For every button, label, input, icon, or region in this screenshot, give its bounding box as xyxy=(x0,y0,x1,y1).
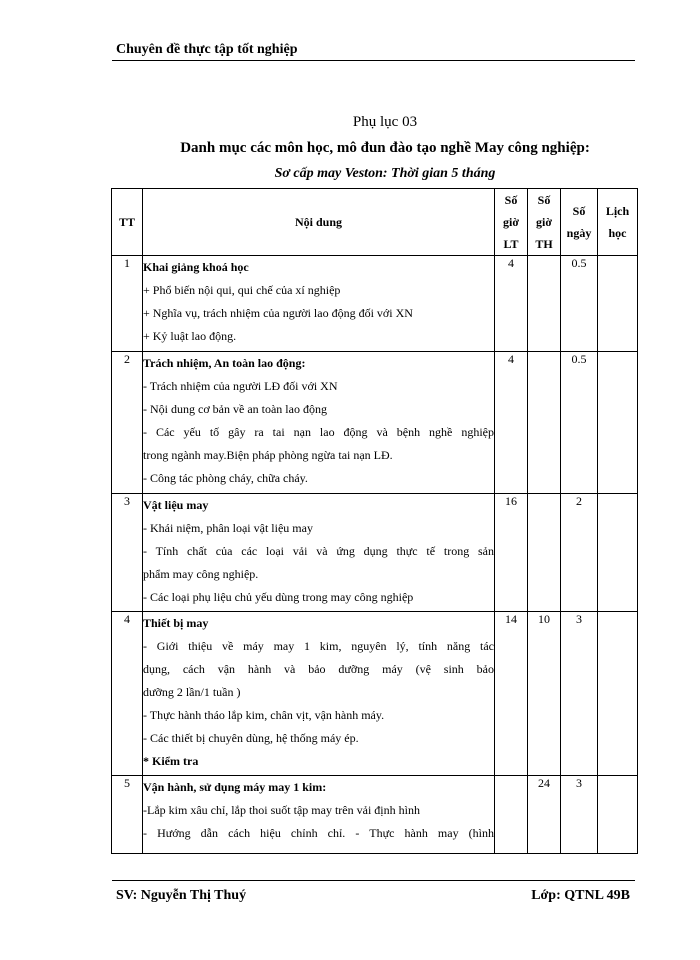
row-line: - Nội dung cơ bản về an toàn lao động xyxy=(143,402,327,416)
header-th-line: giờ xyxy=(536,215,552,229)
row-line: + Phổ biến nội qui, qui chế của xí nghiệp xyxy=(143,283,341,297)
row-lt-hours: 4 xyxy=(495,352,528,494)
row-content xyxy=(143,494,495,612)
row-th-hours xyxy=(528,256,561,352)
row-line: phẩm may công nghiệp. xyxy=(143,567,259,581)
header-th xyxy=(528,189,561,256)
header-th-line: TH xyxy=(535,237,553,251)
footer-class: Lớp: QTNL 49B xyxy=(531,888,630,903)
footer-student: SV: Nguyễn Thị Thuý xyxy=(116,888,247,903)
row-line: - Thực hành tháo lắp kim, chân vịt, vận hành máy. xyxy=(143,708,385,722)
row-number: 2 xyxy=(112,352,143,494)
row-line: trong ngành may.Biện pháp phòng ngừa tai nạn LĐ. xyxy=(143,448,393,462)
row-th-hours: 10 xyxy=(528,612,561,776)
row-schedule xyxy=(598,256,638,352)
row-line: * Kiểm tra xyxy=(143,754,199,768)
row-line: - Khái niệm, phân loại vật liệu may xyxy=(143,521,313,535)
row-days: 2 xyxy=(561,494,598,612)
row-number: 1 xyxy=(112,256,143,352)
table-header-row xyxy=(112,189,638,256)
footer-divider xyxy=(112,880,635,881)
row-number: 5 xyxy=(112,776,143,854)
row-line: + Kỷ luật lao động. xyxy=(143,329,237,343)
row-line: - Trách nhiệm của người LĐ đối với XN xyxy=(143,379,338,393)
row-number: 3 xyxy=(112,494,143,612)
table-row xyxy=(112,776,638,854)
row-line: - Giới thiệu về máy may 1 kim, nguyên lý, tính năng tác xyxy=(143,639,494,653)
row-days: 3 xyxy=(561,776,598,854)
row-lt-hours: 14 xyxy=(495,612,528,776)
row-schedule xyxy=(598,352,638,494)
header-tt: TT xyxy=(112,189,143,256)
header-content: Nội dung xyxy=(143,189,495,256)
table-row xyxy=(112,612,638,776)
row-schedule xyxy=(598,776,638,854)
header-th-line: Số xyxy=(537,193,551,207)
header-schedule-line: Lịch xyxy=(605,204,630,218)
document-subtitle: Sơ cấp may Veston: Thời gian 5 tháng xyxy=(274,166,496,181)
header-schedule-line: học xyxy=(608,226,627,240)
table-row xyxy=(112,256,638,352)
row-th-hours: 24 xyxy=(528,776,561,854)
row-content xyxy=(143,612,495,776)
table-row xyxy=(112,352,638,494)
header-schedule xyxy=(598,189,638,256)
header-lt xyxy=(495,189,528,256)
row-days: 0.5 xyxy=(561,256,598,352)
row-lt-hours: 4 xyxy=(495,256,528,352)
row-schedule xyxy=(598,494,638,612)
row-line: - Công tác phòng cháy, chữa cháy. xyxy=(143,471,308,485)
row-line: - Các thiết bị chuyên dùng, hệ thống máy ép. xyxy=(143,731,359,745)
row-line: dưỡng 2 lần/1 tuần ) xyxy=(143,685,241,699)
curriculum-table xyxy=(111,188,638,854)
row-line: - Các loại phụ liệu chủ yếu dùng trong may công nghiệp xyxy=(143,590,414,604)
row-line: - Tính chất của các loại vải và ứng dụng thực tế trong sản xyxy=(143,544,494,558)
row-lt-hours: 16 xyxy=(495,494,528,612)
row-days: 3 xyxy=(561,612,598,776)
row-line: - Các yếu tố gây ra tai nạn lao động và bệnh nghề nghiệp xyxy=(143,425,494,439)
row-heading: Thiết bị may xyxy=(143,616,209,630)
row-line: - Hướng dẫn cách hiệu chỉnh chỉ. - Thực hành may (hình xyxy=(143,826,494,840)
appendix-label: Phụ lục 03 xyxy=(352,114,418,130)
row-th-hours xyxy=(528,352,561,494)
row-content xyxy=(143,352,495,494)
table-row xyxy=(112,494,638,612)
row-content xyxy=(143,256,495,352)
row-days: 0.5 xyxy=(561,352,598,494)
header-lt-line: giờ xyxy=(503,215,519,229)
row-number: 4 xyxy=(112,612,143,776)
header-lt-line: Số xyxy=(504,193,518,207)
header-lt-line: LT xyxy=(503,237,519,251)
row-line: dụng, cách vận hành và bảo dưỡng máy (vệ sinh bảo xyxy=(143,662,494,676)
row-content xyxy=(143,776,495,854)
document-title: Danh mục các môn học, mô đun đào tạo nghề May công nghiệp: xyxy=(180,140,590,156)
row-th-hours xyxy=(528,494,561,612)
header-divider xyxy=(112,60,635,61)
row-line: -Lắp kim xâu chỉ, lắp thoi suốt tập may trên vải định hình xyxy=(143,803,420,817)
header-days-line: ngày xyxy=(566,226,592,240)
row-lt-hours xyxy=(495,776,528,854)
row-heading: Trách nhiệm, An toàn lao động: xyxy=(143,356,306,370)
row-schedule xyxy=(598,612,638,776)
row-heading: Khai giảng khoá học xyxy=(143,260,249,274)
row-heading: Vật liệu may xyxy=(143,498,209,512)
row-heading: Vận hành, sử dụng máy may 1 kim: xyxy=(143,780,327,794)
running-header: Chuyên đề thực tập tốt nghiệp xyxy=(116,42,298,57)
row-line: + Nghĩa vụ, trách nhiệm của người lao động đối với XN xyxy=(143,306,413,320)
header-days-line: Số xyxy=(572,204,586,218)
header-days xyxy=(561,189,598,256)
